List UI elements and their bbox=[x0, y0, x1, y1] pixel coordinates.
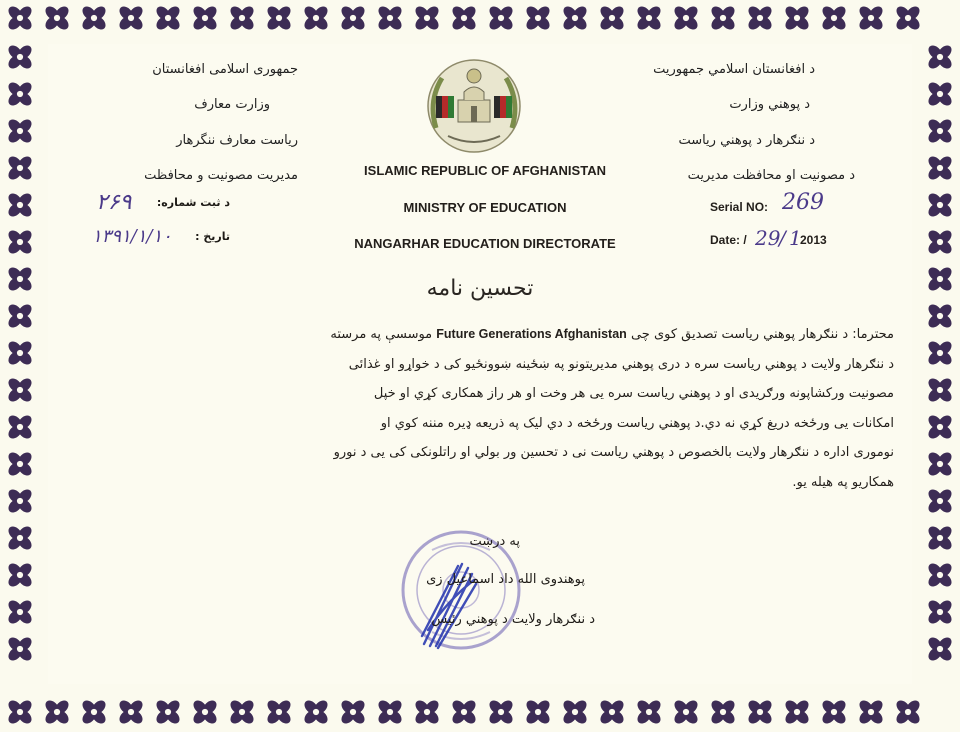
date-month: 1 bbox=[789, 226, 802, 250]
border-flower-icon bbox=[6, 117, 34, 145]
border-flower-icon bbox=[6, 524, 34, 552]
signatory-name: پوهندوی الله داد اسماعیل زی bbox=[426, 572, 585, 587]
border-flower-icon bbox=[413, 698, 441, 726]
border-flower-icon bbox=[6, 228, 34, 256]
border-flower-icon bbox=[6, 561, 34, 589]
border-flower-icon bbox=[561, 698, 589, 726]
border-flower-icon bbox=[926, 635, 954, 663]
border-flower-icon bbox=[6, 698, 34, 726]
border-flower-icon bbox=[857, 4, 885, 32]
border-flower-icon bbox=[6, 635, 34, 663]
border-flower-icon bbox=[413, 4, 441, 32]
border-flower-icon bbox=[926, 450, 954, 478]
right-header-line1: د افغانستان اسلامي جمهوریت bbox=[653, 62, 815, 77]
body-line-2: د ننګرهار ولایت د پوهني ریاست سره د دری پوهني مدیریتونو په ښځینه ښوونځیو کی د خواړو او غذائی bbox=[348, 356, 894, 372]
border-flower-icon bbox=[487, 698, 515, 726]
left-header-line3: ریاست معارف ننگرهار bbox=[176, 133, 298, 148]
border-flower-icon bbox=[43, 4, 71, 32]
border-flower-icon bbox=[926, 265, 954, 293]
border-flower-icon bbox=[43, 698, 71, 726]
left-header-line1: جمهوری اسلامی افغانستان bbox=[152, 62, 298, 77]
date-sep: / bbox=[779, 226, 786, 250]
organization-name: Future Generations Afghanistan bbox=[436, 327, 627, 341]
border-flower-icon bbox=[450, 698, 478, 726]
reg-number-label: د ثبت شماره: bbox=[156, 196, 230, 209]
border-flower-icon bbox=[302, 4, 330, 32]
border-flower-icon bbox=[857, 698, 885, 726]
border-flower-icon bbox=[561, 4, 589, 32]
border-flower-icon bbox=[117, 4, 145, 32]
border-flower-icon bbox=[709, 4, 737, 32]
border-flower-icon bbox=[598, 698, 626, 726]
border-flower-icon bbox=[635, 4, 663, 32]
border-flower-icon bbox=[191, 4, 219, 32]
border-flower-icon bbox=[926, 487, 954, 515]
border-flower-icon bbox=[228, 698, 256, 726]
border-flower-icon bbox=[894, 4, 922, 32]
border-flower-icon bbox=[376, 4, 404, 32]
signature-closing: په درښت bbox=[469, 534, 520, 549]
border-flower-icon bbox=[6, 598, 34, 626]
border-flower-icon bbox=[487, 4, 515, 32]
border-flower-icon bbox=[783, 4, 811, 32]
certificate-title: تحسین نامه bbox=[426, 276, 534, 301]
border-flower-icon bbox=[6, 376, 34, 404]
border-flower-icon bbox=[117, 698, 145, 726]
border-flower-icon bbox=[228, 4, 256, 32]
border-flower-icon bbox=[339, 698, 367, 726]
body-line-1-start: محترما: د ننګرهار پوهني ریاست تصدیق کوی چی bbox=[630, 327, 894, 342]
border-flower-icon bbox=[524, 698, 552, 726]
date-year: 2013 bbox=[800, 233, 827, 247]
certificate-body bbox=[64, 320, 894, 497]
border-flower-icon bbox=[926, 561, 954, 589]
border-flower-icon bbox=[926, 413, 954, 441]
border-flower-icon bbox=[524, 4, 552, 32]
border-flower-icon bbox=[926, 598, 954, 626]
border-flower-icon bbox=[926, 43, 954, 71]
border-flower-icon bbox=[783, 698, 811, 726]
body-line-3: مصونیت ورکشاپونه ورګریدی او د پوهني ریاست سره یی هر وخت او هر راز همکاری کړي او خپل bbox=[373, 386, 894, 401]
border-flower-icon bbox=[926, 376, 954, 404]
serial-value: 269 bbox=[782, 190, 824, 215]
border-flower-icon bbox=[6, 265, 34, 293]
body-line-1 bbox=[64, 320, 894, 350]
border-flower-icon bbox=[6, 413, 34, 441]
date-label-fa: تاریخ : bbox=[195, 230, 230, 243]
body-line-5: نوموری اداره د ننګرهار ولایت بالخصوص د پوهني ریاست نی د تحسین ور بولي او راتلونکی کی یی د نورو bbox=[333, 445, 894, 460]
signatory-title: د ننګرهار ولایت د پوهني رئیس bbox=[431, 612, 595, 627]
left-header-line4: مدیریت مصونیت و محافظت bbox=[144, 168, 298, 183]
border-flower-icon bbox=[265, 698, 293, 726]
border-flower-icon bbox=[926, 154, 954, 182]
border-flower-icon bbox=[265, 4, 293, 32]
right-header-line3: د ننګرهار د پوهني ریاست bbox=[678, 133, 815, 148]
header-ministry: MINISTRY OF EDUCATION bbox=[403, 200, 567, 215]
border-flower-icon bbox=[926, 524, 954, 552]
border-flower-icon bbox=[154, 4, 182, 32]
border-flower-icon bbox=[926, 117, 954, 145]
date-label-en: Date: / bbox=[710, 233, 747, 247]
border-flower-icon bbox=[6, 43, 34, 71]
border-flower-icon bbox=[376, 698, 404, 726]
border-flower-icon bbox=[450, 4, 478, 32]
border-flower-icon bbox=[6, 450, 34, 478]
border-flower-icon bbox=[926, 339, 954, 367]
border-flower-icon bbox=[926, 228, 954, 256]
body-line-4: امکانات یی ورځخه دریغ کړي نه دي.د پوهني ریاست ورځخه د دي لیک په ذریعه ډیره مننه کوي او bbox=[380, 415, 894, 431]
border-flower-icon bbox=[709, 698, 737, 726]
border-flower-icon bbox=[6, 154, 34, 182]
border-flower-icon bbox=[894, 698, 922, 726]
date-day: 29 bbox=[755, 226, 781, 250]
header-directorate: NANGARHAR EDUCATION DIRECTORATE bbox=[354, 236, 616, 251]
right-header-line2: د پوهني وزارت bbox=[729, 97, 810, 112]
reg-number-value: ۲۶۹ bbox=[96, 190, 132, 215]
date-value-fa: ۱۳۹۱/۱/۱۰ bbox=[92, 226, 172, 247]
border-flower-icon bbox=[746, 698, 774, 726]
border-flower-icon bbox=[6, 4, 34, 32]
body-line-1-end: موسسې په مرسته bbox=[330, 327, 433, 342]
left-header-line2: وزارت معارف bbox=[194, 97, 270, 112]
border-flower-icon bbox=[154, 698, 182, 726]
border-flower-icon bbox=[820, 4, 848, 32]
border-flower-icon bbox=[820, 698, 848, 726]
border-flower-icon bbox=[746, 4, 774, 32]
border-flower-icon bbox=[6, 80, 34, 108]
border-flower-icon bbox=[6, 487, 34, 515]
border-flower-icon bbox=[6, 302, 34, 330]
border-flower-icon bbox=[6, 339, 34, 367]
border-flower-icon bbox=[635, 698, 663, 726]
emblem-icon bbox=[418, 56, 530, 156]
border-flower-icon bbox=[339, 4, 367, 32]
border-flower-icon bbox=[302, 698, 330, 726]
right-header-line4: د مصونیت او محافظت مدیریت bbox=[687, 168, 855, 183]
afghanistan-emblem bbox=[418, 56, 530, 160]
border-flower-icon bbox=[672, 4, 700, 32]
border-flower-icon bbox=[191, 698, 219, 726]
border-flower-icon bbox=[80, 4, 108, 32]
serial-label: Serial NO: bbox=[710, 200, 769, 214]
border-flower-icon bbox=[6, 191, 34, 219]
header-country: ISLAMIC REPUBLIC OF AFGHANISTAN bbox=[364, 163, 606, 178]
body-line-6: همکاریو په هیله یو. bbox=[792, 474, 894, 490]
border-flower-icon bbox=[80, 698, 108, 726]
border-flower-icon bbox=[598, 4, 626, 32]
border-flower-icon bbox=[926, 191, 954, 219]
border-flower-icon bbox=[672, 698, 700, 726]
border-flower-icon bbox=[926, 302, 954, 330]
border-flower-icon bbox=[926, 80, 954, 108]
